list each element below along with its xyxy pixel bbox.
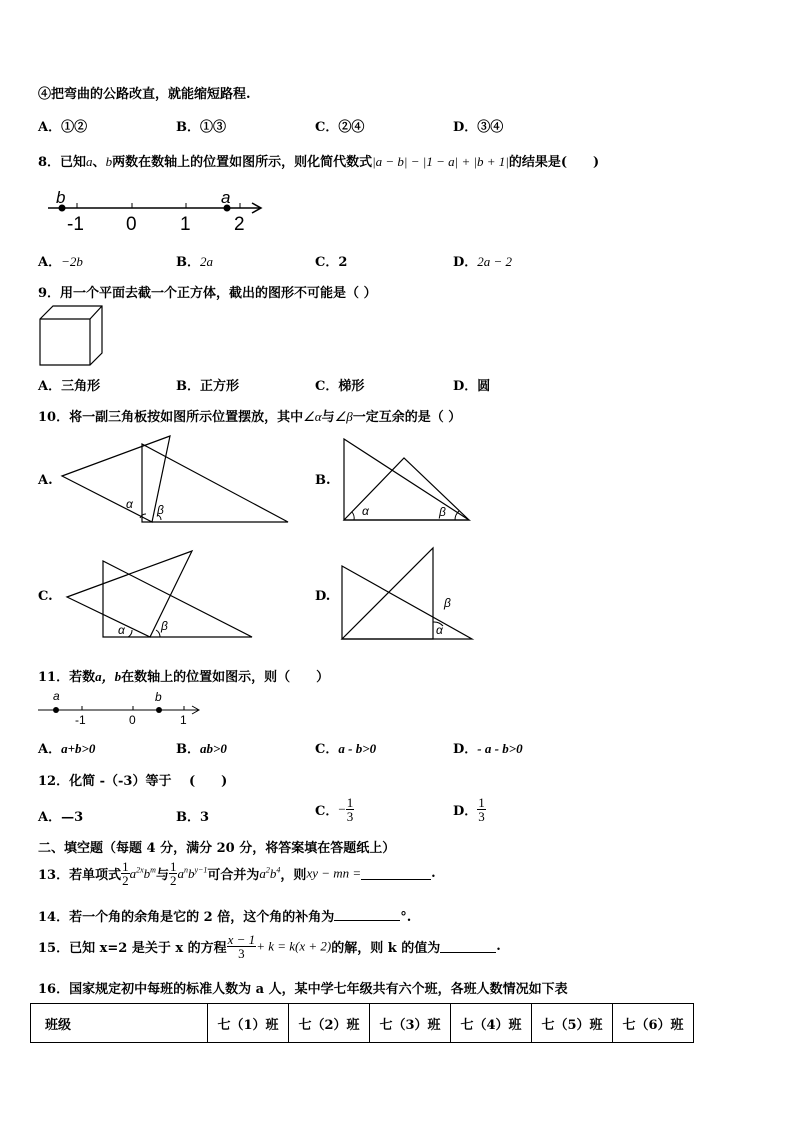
q14-answer-blank[interactable] xyxy=(334,908,400,921)
q10-option-a-label: A. xyxy=(38,473,53,488)
q10-d-alpha: α xyxy=(436,623,443,637)
q16-stem: 16．国家规定初中每班的标准人数为 a 人，某中学七年级共有六个班，各班人数情况如下表 xyxy=(38,982,568,997)
table-cell: 七（5）班 xyxy=(532,1004,613,1043)
q11-point-a-label: a xyxy=(53,689,60,703)
q8-tick: 1 xyxy=(180,214,191,235)
q10-d-beta: β xyxy=(444,596,451,610)
q11-stem: 11．若数a，b在数轴上的位置如图示，则（ ） xyxy=(38,669,330,685)
q9-option-a: A．三角形 xyxy=(38,379,101,394)
table-cell: 七（3）班 xyxy=(370,1004,451,1043)
q8-tick: -1 xyxy=(67,214,84,235)
q12-option-c-fraction: $\frac{1}{3}$ xyxy=(346,795,354,824)
q13-fraction-2: $\frac{1}{2}$ xyxy=(169,859,177,888)
table-header-cell: 班级 xyxy=(31,1004,208,1043)
q7-option-d: D．③④ xyxy=(453,120,504,135)
q7-item-4: ④把弯曲的公路改直，就能缩短路程. xyxy=(38,87,251,102)
q11-point-b-label: b xyxy=(155,690,162,704)
q12-option-d: D． $\frac{1}{3}$ xyxy=(453,795,485,824)
q11-tick: 1 xyxy=(180,713,187,727)
q15-stem: 15．已知 x=2 是关于 x 的方程 $\frac{x - 1}{3}$ + k = k(x + 2)的解，则 k 的值为 . xyxy=(38,932,501,961)
table-row xyxy=(31,1004,694,1043)
q16-table xyxy=(30,1003,694,1043)
q10-b-beta: β xyxy=(439,505,446,519)
q10-b-alpha: α xyxy=(362,504,369,518)
q13-stem: 13．若单项式 $\frac{1}{2}$ $a^{2x}b^m$与 $\frac{1}{2}$ $a^nb^{y-1}$可合并为$a^2b^4$，则xy − mn = . xyxy=(38,859,436,888)
q12-option-a: A．—3 xyxy=(38,810,84,825)
q7-option-c: C．②④ xyxy=(315,120,365,135)
q8-point-b-label: b xyxy=(56,188,66,207)
q12-option-d-fraction: $\frac{1}{3}$ xyxy=(478,795,485,824)
q8-tick: 0 xyxy=(126,214,137,235)
q8-stem: 8．已知a、b两数在数轴上的位置如图所示，则化简代数式|a − b| − |1 − a| + |b + 1|的结果是( ) xyxy=(38,154,600,170)
q8-option-c: C．2 xyxy=(315,255,348,270)
q10-stem: 10．将一副三角板按如图所示位置摆放，其中∠α与∠β一定互余的是（ ） xyxy=(38,409,462,425)
q8-option-b: B．2a xyxy=(176,254,213,270)
table-cell: 七（2）班 xyxy=(289,1004,370,1043)
q10-a-alpha: α xyxy=(126,497,133,511)
q14-stem: 14．若一个角的余角是它的 2 倍，这个角的补角为 °. xyxy=(38,910,412,925)
q11-tick: 0 xyxy=(129,713,136,727)
q8-option-a: A．−2b xyxy=(38,254,83,270)
table-cell: 七（1）班 xyxy=(208,1004,289,1043)
q8-option-d: D．2a − 2 xyxy=(453,254,513,270)
q9-option-d: D．圆 xyxy=(453,379,491,394)
q10-a-beta: β xyxy=(157,503,164,517)
q11-option-a: A．a+b>0 xyxy=(38,741,96,757)
q9-option-c: C．梯形 xyxy=(315,379,365,394)
q11-tick: -1 xyxy=(75,713,86,727)
q10-option-d-label: D. xyxy=(315,589,331,604)
q9-stem: 9．用一个平面去截一个正方体，截出的图形不可能是（ ） xyxy=(38,286,377,301)
q10-c-alpha: α xyxy=(118,623,125,637)
q12-option-c: C．− $\frac{1}{3}$ xyxy=(315,795,354,824)
q8-point-a-label: a xyxy=(221,188,231,207)
q11-option-b: B．ab>0 xyxy=(176,741,227,757)
q10-option-c-label: C. xyxy=(38,589,53,604)
q9-option-b: B．正方形 xyxy=(176,379,240,394)
q15-answer-blank[interactable] xyxy=(440,940,496,953)
q12-option-b: B．3 xyxy=(176,810,210,825)
section-2-heading: 二、填空题（每题 4 分，满分 20 分，将答案填在答题纸上） xyxy=(38,841,396,856)
q11-option-c: C．a - b>0 xyxy=(315,741,377,757)
q11-option-d: D．- a - b>0 xyxy=(453,741,523,757)
table-cell: 七（4）班 xyxy=(451,1004,532,1043)
q8-expression: |a − b| − |1 − a| + |b + 1| xyxy=(372,154,509,169)
q8-tick: 2 xyxy=(234,214,245,235)
q15-fraction: $\frac{x - 1}{3}$ xyxy=(227,932,256,961)
q10-option-b-label: B. xyxy=(315,473,331,488)
q13-answer-blank[interactable] xyxy=(361,867,431,880)
table-cell: 七（6）班 xyxy=(613,1004,694,1043)
q12-stem: 12．化简 -（-3）等于 ( ) xyxy=(38,774,228,789)
q7-option-b: B．①③ xyxy=(176,120,227,135)
q7-option-a: A．①② xyxy=(38,120,88,135)
q10-c-beta: β xyxy=(161,619,168,633)
q13-fraction-1: $\frac{1}{2}$ xyxy=(122,859,129,888)
